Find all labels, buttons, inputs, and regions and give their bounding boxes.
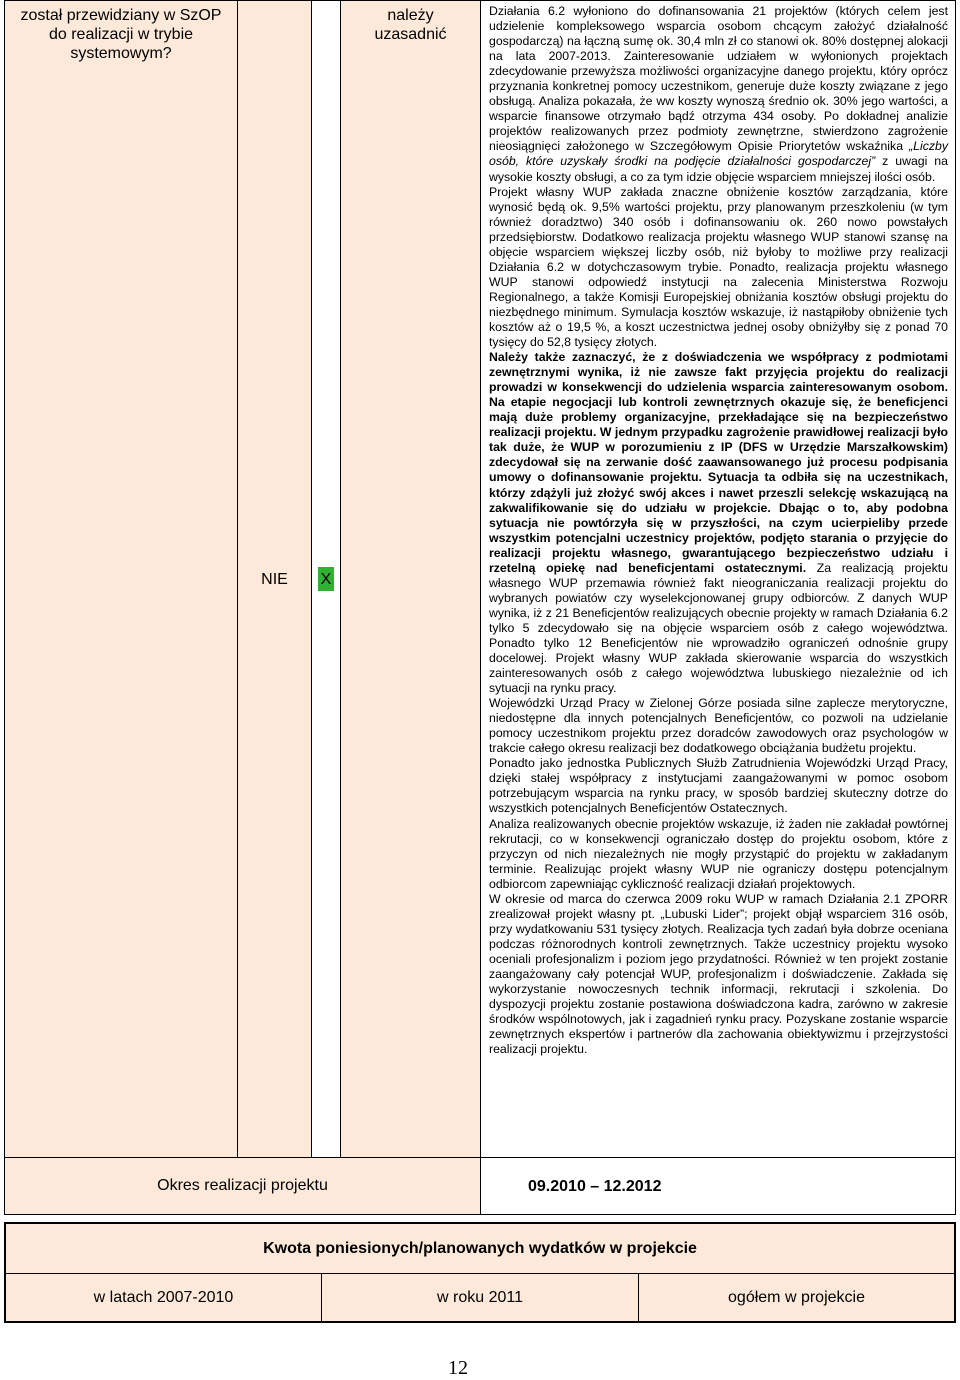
justification-text [481,1,955,1057]
expenses-col-2007-2010: w latach 2007-2010 [4,1273,322,1323]
question-cell [4,0,238,1158]
page-number: 12 [448,1357,468,1379]
justification-paragraph: Analiza realizowanych obecnie projektów wskazuje, iż żaden nie zakładał powtórnej rekrutacji, co w konsekwencji ograniczało dostęp do projektu osobom, które z przyczyn od nich niezależnych nie mogły przystąpić do projektu w zakładanym terminie. Realizując projekt własny WUP nie ograniczy dostępu potencjalnym odbiorcom zapewniając cykliczność realizacji działań projektowych. [489,816,948,891]
justification-paragraph: Wojewódzki Urząd Pracy w Zielonej Górze posiada silne zaplecze merytoryczne, niedostępne dla innych potencjalnych Beneficjentów, co pozwoli na udzielanie pomocy uczestnikom projektu przez doradców zawodowych oraz psychologów w trakcie całego okresu realizacji bez dodatkowego obciążania budżetu projektu. [489,696,948,756]
period-value-cell [480,1157,956,1215]
justify-label: należy uzasadnić [374,7,447,43]
justification-paragraph: Projekt własny WUP zakłada znaczne obniżenie kosztów zarządzania, które wynosić będą ok. 9,5% wartości projektu, przy planowanym przeszkoleniu (w tym również doradztwo) 340 osób i dofinansowaniu ok. 260 nowo powstałych przedsiębiorstw. Dodatkowo realizacja projektu własnego WUP stanowi szansę na objęcie wsparciem większej liczby osób, niż byłoby to możliwe przy realizacji Działania 6.2 w dotychczasowym trybie. Ponadto, realizacja projektu własnego WUP stanowi odpowiedź instytucji na zalecenia Ministerstwa Rozwoju Regionalnego, a także Komisji Europejskiej obniżania kosztów obsługi projektu do niezbędnego minimum. Symulacja kosztów wskazuje, iż nastąpiłoby obniżenie tych kosztów aż o 19,5 %, a koszt uczestnictwa jednej osoby obniżyłby się z ponad 70 tysięcy do 52,8 tysięcy złotych. [489,184,948,350]
answer-checkbox-cell [311,0,341,1158]
justification-paragraph: W okresie od marca do czerwca 2009 roku WUP w ramach Działania 2.1 ZPORR zrealizował projekt własny pt. „Lubuski Lider”; projekt objął wsparciem 316 osób, przy wydatkowaniu 531 tysięcy złotych. Realizacja tych zadań była dobrze oceniana podczas różnorodnych kontroli zewnętrznych. Także uczestnicy projektu wysoko oceniali profesjonalizm i poziom jego przydatności. Również w ten projekt zostanie zaangażowany cały potencjał WUP, profesjonalizm i doświadczenie. Zakłada się wykorzystanie nowoczesnych technik informacji, rekrutacji i szkolenia. Do dyspozycji projektu zostanie postawiona doświadczona kadra, zarówno w zakresie środków wspólnotowych, jak i zagadnień rynku pracy. Pozyskane zostanie wsparcie zewnętrznych ekspertów i partnerów dla zachowania obiektywizmu i przejrzystości realizacji projektu. [489,891,948,1057]
period-label: Okres realizacji projektu [157,1177,328,1194]
justification-paragraph: Należy także zaznaczyć, że z doświadczenia we współpracy z podmiotami zewnętrznymi wynika, iż nie zawsze fakt przyjęcia projektu do realizacji prowadzi w konsekwencji do udzielenia wsparcia zainteresowanym osobom. Na etapie negocjacji lub kontroli zewnętrznych okazuje się, że beneficjenci mają duże problemy organizacyjne, przekładające się na bezpieczeństwo realizacji projektu. W jednym przypadku zagrożenie prawidłowej realizacji było tak duże, że WUP w porozumieniu z IP (DFS w Urzędzie Marszałkowskim) zdecydował się na zerwanie dość zaawansowanego już procesu podpisania umowy o dofinansowanie projektu. Sytuacja ta odbiła się na uczestnikach, którzy zdążyli już złożyć swój akces i nawet przeszli selekcję wskazującą na zakwalifikowanie się do udziału w projekcie. Dbając o to, aby podobna sytuacja nie powtórzyła się w przyszłości, na czym ucierpieliby przede wszystkim potencjalni uczestnicy projektów, podjęto starania o przyjęcie do realizacji projektu własnego, gwarantującego bezpieczeństwo udziału i rzetelną opiekę nad beneficjentami ostatecznymi. Za realizacją projektu własnego WUP przemawia również fakt nieograniczania realizacji projektu do wybranych powiatów czy wyselekcjonowanej grupy odbiorców. Z danych WUP wynika, iż z 21 Beneficjentów realizujących obecnie projekty w ramach Działania 6.2 tylko 5 zdecydowało się na objęcie wsparciem osób z całego województwa. Ponadto tylko 12 Beneficjentów nie wprowadziło ograniczeń odnośnie grupy docelowej. Projekt własny WUP zakłada skierowanie wsparcia do wszystkich zainteresowanych osób z całego województwa lubuskiego niezależnie od ich sytuacji na rynku pracy. [489,350,948,696]
justify-label-cell [340,0,481,1158]
answer-nie-cell [237,0,312,1158]
period-label-cell [4,1157,481,1215]
expenses-header-cell [4,1222,956,1274]
answer-nie-label: NIE [261,570,288,588]
expenses-header: Kwota poniesionych/planowanych wydatków w projekcie [263,1239,697,1257]
expenses-col-total: ogółem w projekcie [638,1273,956,1323]
question-text: został przewidziany w SzOP do realizacji w trybie systemowym? [20,7,222,62]
expenses-col-2011: w roku 2011 [321,1273,639,1323]
justification-paragraph: Ponadto jako jednostka Publicznych Służb Zatrudnienia Wojewódzki Urząd Pracy, dzięki stałej współpracy z instytucjami zaangażowanymi w pomoc osobom potrzebującym wsparcia na rynku pracy, w sposób bardziej skuteczny dotrze do wszystkich potencjalnych Beneficjentów Ostatecznych. [489,756,948,816]
justification-cell [480,0,956,1158]
answer-x-mark: X [318,567,334,591]
period-value: 09.2010 – 12.2012 [528,1178,662,1195]
justification-paragraph: Działania 6.2 wyłoniono do dofinansowania 21 projektów (których celem jest udzielenie kompleksowego wsparcia osobom chcącym założyć działalność gospodarczą) na łączną sumę ok. 30,4 mln zł co stanowi ok. 80% dostępnej alokacji na lata 2007-2013. Zainteresowanie udziałem w wyłonionych projektach zdecydowanie przewyższa możliwości organizacyjne danego projektu, który oprócz przyznania konkretnej pomocy uczestnikom, generuje duże koszty związane z jego obsługą. Analiza pokazała, że ww koszty wynoszą średnio ok. 30% jego wartości, a wsparcie finansowe otrzymało bądź otrzyma 434 osoby. Po dokładnej analizie projektów realizowanych przez podmioty zewnętrzne, stwierdzono zagrożenie nieosiągnięci założonego w Szczegółowym Opisie Priorytetów wskaźnika „Liczby osób, które uzyskały środki na podjęcie działalności gospodarczej” z uwagi na wysokie koszty obsługi, a co za tym idzie objęcie wsparciem mniejszej ilości osób. [489,4,948,184]
